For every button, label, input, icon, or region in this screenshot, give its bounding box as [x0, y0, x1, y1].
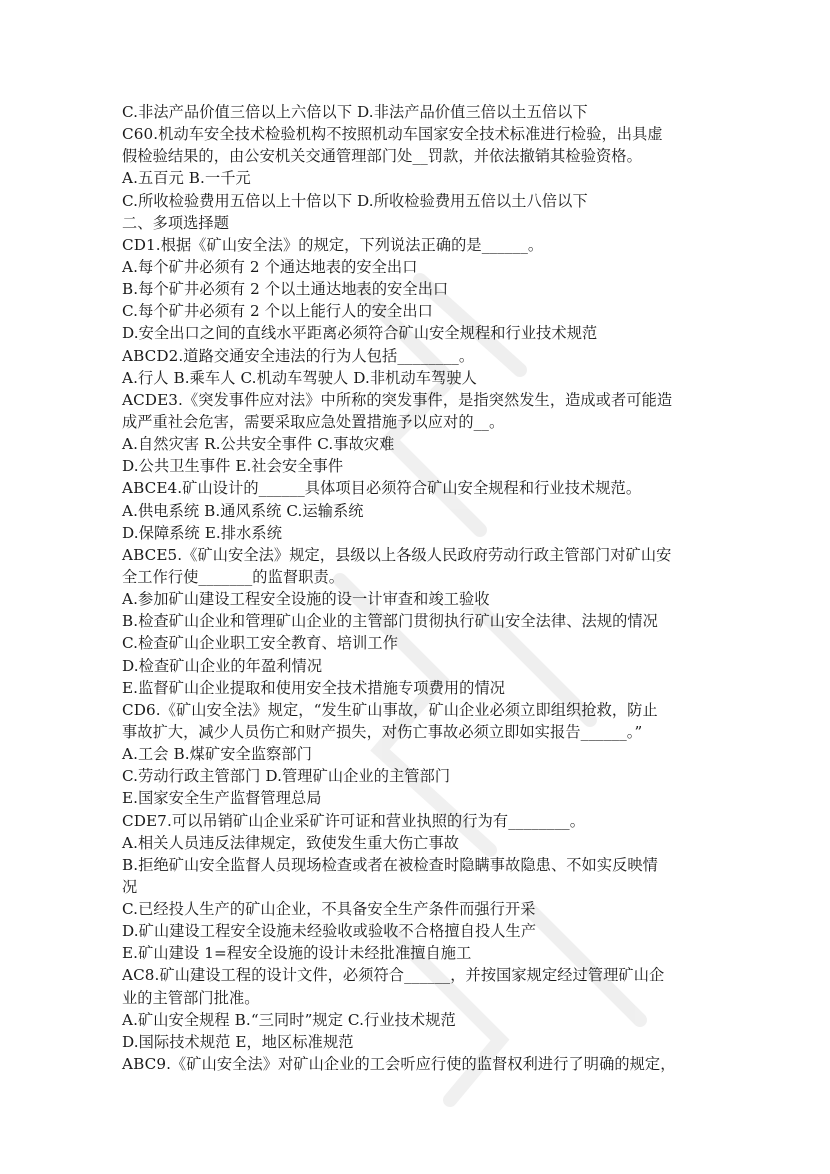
text-line: C.所收检验费用五倍以上十倍以下 D.所收检验费用五倍以土八倍以下: [122, 191, 588, 210]
text-line: C.已经投人生产的矿山企业，不具备安全生产条件而强行开采: [122, 900, 536, 919]
text-line: A.行人 B.乘车人 C.机动车驾驶人 D.非机动车驾驶人: [122, 368, 477, 387]
text-line: A.相关人员违反法律规定，致使发生重大伤亡事故: [122, 833, 460, 852]
text-line: AC8.矿山建设工程的设计文件，必须符合______，并按国家规定经过管理矿山企: [122, 966, 665, 985]
text-line: A.供电系统 B.通风系统 C.运输系统: [122, 501, 364, 520]
text-line: A.五百元 B.一千元: [122, 169, 251, 188]
text-line: CD6.《矿山安全法》规定，“发生矿山事故，矿山企业必须立即组织抢救，防止: [122, 700, 658, 719]
text-line: B.每个矿井必须有 2 个以土通达地表的安全出口: [122, 280, 449, 299]
text-line: C.每个矿井必须有 2 个以上能行人的安全出口: [122, 302, 433, 321]
text-line: 假检验结果的，由公安机关交通管理部门处__罚款，并依法撤销其检验资格。: [122, 147, 642, 166]
text-line: D.公共卫生事件 E.社会安全事件: [122, 457, 344, 476]
text-line: 业的主管部门批准。: [122, 988, 260, 1007]
text-line: C.非法产品价值三倍以上六倍以下 D.非法产品价值三倍以土五倍以下: [122, 103, 588, 121]
text-line: D.保障系统 E.排水系统: [122, 523, 283, 542]
text-line: A.自然灾害 R.公共安全事件 C.事故灾难: [122, 435, 395, 454]
text-line: ABCE4.矿山设计的______具体项目必须符合矿山安全规程和行业技术规范。: [122, 479, 642, 498]
text-line: ACDE3.《突发事件应对法》中所称的突发事件，是指突然发生，造成或者可能造: [122, 390, 673, 409]
text-line: ABCD2.道路交通安全违法的行为人包括________。: [122, 346, 475, 365]
text-line: C.劳动行政主管部门 D.管理矿山企业的主管部门: [122, 767, 451, 786]
text-line: D.国际技术规范 E，地区标准规范: [122, 1032, 354, 1051]
text-line: A.每个矿井必须有 2 个通达地表的安全出口: [122, 257, 418, 276]
text-line: ABCE5.《矿山安全法》规定，县级以上各级人民政府劳动行政主管部门对矿山安: [122, 545, 672, 564]
question-text-block: [122, 101, 712, 1075]
text-line: 成严重社会危害，需要采取应急处置措施予以应对的__。: [122, 412, 505, 431]
text-line: B.检查矿山企业和管理矿山企业的主管部门贯彻执行矿山安全法律、法规的情况: [122, 612, 658, 631]
text-line: A.工会 B.煤矿安全监察部门: [122, 745, 312, 764]
text-line: C60.机动车安全技术检验机构不按照机动车国家安全技术标准进行检验，出具虚: [122, 125, 663, 144]
text-line: ABC9.《矿山安全法》对矿山企业的工会听应行使的监督权利进行了明确的规定，: [122, 1055, 676, 1074]
text-line: D.矿山建设工程安全设施未经验收或验收不合格擅自投人生产: [122, 922, 537, 941]
text-line: E.矿山建设 1=程安全设施的设计未经批准擅自施工: [122, 944, 472, 963]
text-line: E.国家安全生产监督管理总局: [122, 789, 322, 808]
text-line: 况: [122, 877, 138, 896]
text-line: CD1.根据《矿山安全法》的规定，下列说法正确的是______。: [122, 235, 544, 254]
text-line: A.矿山安全规程 B.“三同时”规定 C.行业技术规范: [122, 1010, 456, 1029]
text-line: E.监督矿山企业提取和使用安全技术措施专项费用的情况: [122, 678, 506, 697]
text-line: D.安全出口之间的直线水平距离必须符合矿山安全规程和行业技术规范: [122, 324, 598, 343]
text-line: C.检查矿山企业职工安全教育、培训工作: [122, 634, 398, 653]
text-line: 事故扩大，减少人员伤亡和财产损失，对伤亡事故必须立即如实报告______。”: [122, 722, 643, 741]
text-line: B.拒绝矿山安全监督人员现场检查或者在被检查时隐瞒事故隐患、不如实反映情: [122, 855, 658, 874]
text-line: A.参加矿山建设工程安全设施的设一计审查和竣工验收: [122, 590, 490, 609]
text-line: D.检查矿山企业的年盈利情况: [122, 656, 323, 675]
text-line: 全工作行使_______的监督职责。: [122, 567, 345, 586]
text-line: CDE7.可以吊销矿山企业采矿许可证和营业执照的行为有________。: [122, 811, 586, 830]
section-heading: 二、多项选择题: [122, 213, 230, 232]
